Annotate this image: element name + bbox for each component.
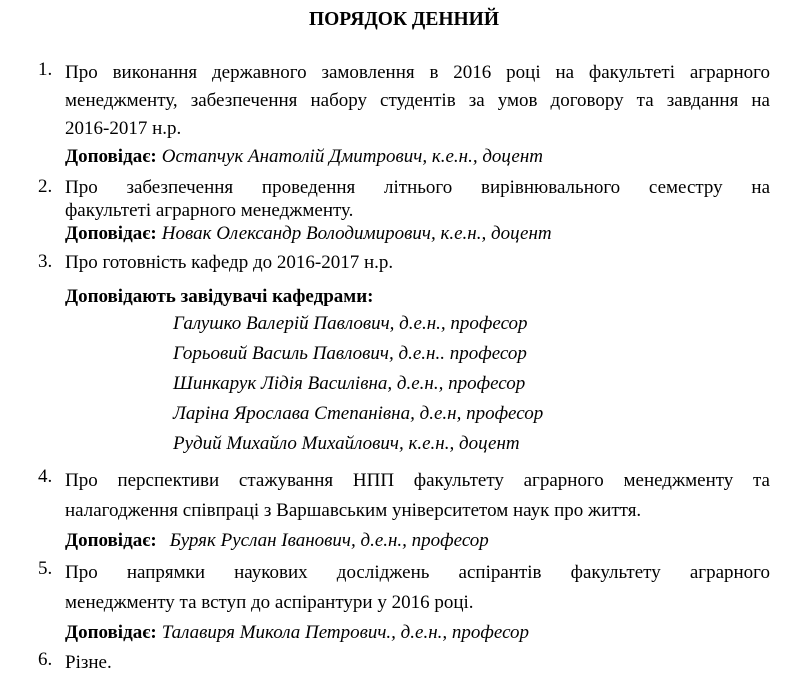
speaker-line xyxy=(65,222,770,245)
item-text-line: Про перспективи стажування НПП факультету аграрного менеджменту та xyxy=(65,470,770,491)
item-text-line: факультеті аграрного менеджменту. xyxy=(65,200,354,221)
speaker-name: Буряк Руслан Іванович, д.е.н., професор xyxy=(169,530,489,551)
agenda-item xyxy=(38,466,770,556)
item-text-line: Про готовність кафедр до 2016-2017 н.р. xyxy=(65,252,394,273)
item-text-line: 2016-2017 н.р. xyxy=(65,118,182,139)
speaker-label: Доповідає: xyxy=(65,530,157,551)
item-number: 4. xyxy=(38,466,53,487)
item-body xyxy=(65,176,770,245)
agenda-item xyxy=(38,251,770,459)
speaker-label: Доповідає: xyxy=(65,622,157,643)
item-body xyxy=(65,649,770,677)
speaker-label: Доповідає: xyxy=(65,146,157,167)
agenda-item xyxy=(38,649,770,677)
item-number: 5. xyxy=(38,558,53,579)
item-body xyxy=(65,466,770,556)
speaker-line xyxy=(65,526,770,556)
agenda-item xyxy=(38,558,770,648)
item-body xyxy=(65,251,770,459)
item-text-line: менеджменту та вступ до аспірантури у 2016 році. xyxy=(65,592,474,613)
agenda-item xyxy=(38,176,770,245)
speaker-list-item: Горьовий Василь Павлович, д.е.н.. професор xyxy=(173,343,527,364)
item-body xyxy=(65,558,770,648)
agenda-item xyxy=(38,59,770,171)
speaker-line xyxy=(65,618,770,648)
item-text-line: Про виконання державного замовлення в 2016 році на факультеті аграрного xyxy=(65,62,770,83)
speaker-list xyxy=(65,309,770,459)
page-title: ПОРЯДОК ДЕННИЙ xyxy=(308,9,500,30)
item-body xyxy=(65,59,770,171)
speaker-name: Новак Олександр Володимирович, к.е.н., доцент xyxy=(161,223,552,244)
item-number: 3. xyxy=(38,251,53,272)
item-number: 6. xyxy=(38,649,53,670)
item-text-line: налагодження співпраці з Варшавським університетом наук про життя. xyxy=(65,500,642,521)
speaker-list-item: Рудий Михайло Михайлович, к.е.н., доцент xyxy=(173,433,520,454)
item-text-line: менеджменту, забезпечення набору студентів за умов договору та завдання на xyxy=(65,90,770,111)
item-text-line: Про забезпечення проведення літнього вирівнювального семестру на xyxy=(65,177,770,198)
speaker-list-item: Шинкарук Лідія Василівна, д.е.н., професор xyxy=(173,373,526,394)
speaker-list-item: Галушко Валерій Павлович, д.е.н., професор xyxy=(173,313,528,334)
item-text-line: Про напрямки наукових досліджень аспірантів факультету аграрного xyxy=(65,562,770,583)
speaker-label: Доповідає: xyxy=(65,223,157,244)
speaker-name: Остапчук Анатолій Дмитрович, к.е.н., доцент xyxy=(161,146,543,167)
item-number: 1. xyxy=(38,59,53,80)
speaker-list-item: Ларіна Ярослава Степанівна, д.е.н, професор xyxy=(173,403,544,424)
agenda-list xyxy=(38,59,770,677)
speaker-name: Талавиря Микола Петрович., д.е.н., професор xyxy=(161,622,530,643)
item-number: 2. xyxy=(38,176,53,197)
speakers-heading: Доповідають завідувачі кафедрами: xyxy=(65,286,374,307)
item-text-line: Різне. xyxy=(65,652,112,673)
speaker-line xyxy=(65,143,770,171)
